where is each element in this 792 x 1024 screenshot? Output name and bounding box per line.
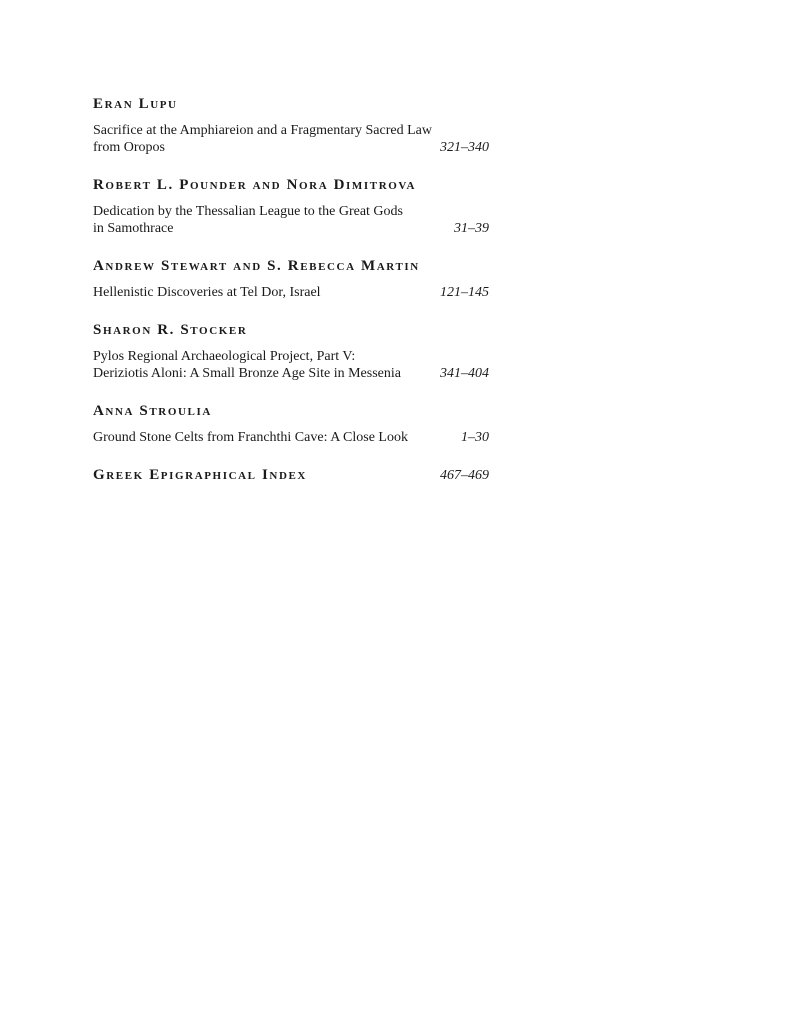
- index-entry: [93, 466, 489, 485]
- article-title[interactable]: Hellenistic Discoveries at Tel Dor, Israel: [93, 285, 321, 300]
- author-name: Andrew Stewart and S. Rebecca Martin: [93, 258, 420, 274]
- article-row: [93, 122, 489, 156]
- toc-entry: [93, 176, 489, 237]
- author-name: Eran Lupu: [93, 96, 178, 112]
- article-row: [93, 203, 489, 237]
- author-name: Sharon R. Stocker: [93, 322, 248, 338]
- toc-entry: [93, 402, 489, 446]
- article-title[interactable]: Ground Stone Celts from Franchthi Cave: A Close Look: [93, 430, 408, 445]
- author-name: Robert L. Pounder and Nora Dimitrova: [93, 177, 417, 193]
- article-row: [93, 348, 489, 382]
- toc-entry: [93, 95, 489, 156]
- page-range: 31–39: [454, 221, 489, 236]
- toc-entry: [93, 321, 489, 382]
- table-of-contents: [93, 95, 489, 485]
- toc-entry: [93, 257, 489, 301]
- page-range: 1–30: [461, 430, 489, 445]
- index-title[interactable]: Greek Epigraphical Index: [93, 467, 307, 483]
- article-title[interactable]: Pylos Regional Archaeological Project, Part V: Deriziotis Aloni: A Small Bronze Age Site in Messenia: [93, 349, 401, 381]
- article-title[interactable]: Dedication by the Thessalian League to the Great Gods in Samothrace: [93, 204, 403, 236]
- article-row: [93, 284, 489, 301]
- author-name: Anna Stroulia: [93, 403, 212, 419]
- index-page-range: 467–469: [440, 468, 489, 483]
- page-range: 341–404: [440, 366, 489, 381]
- article-row: [93, 429, 489, 446]
- page-range: 321–340: [440, 140, 489, 155]
- article-title[interactable]: Sacrifice at the Amphiareion and a Fragmentary Sacred Law from Oropos: [93, 123, 432, 155]
- page-range: 121–145: [440, 285, 489, 300]
